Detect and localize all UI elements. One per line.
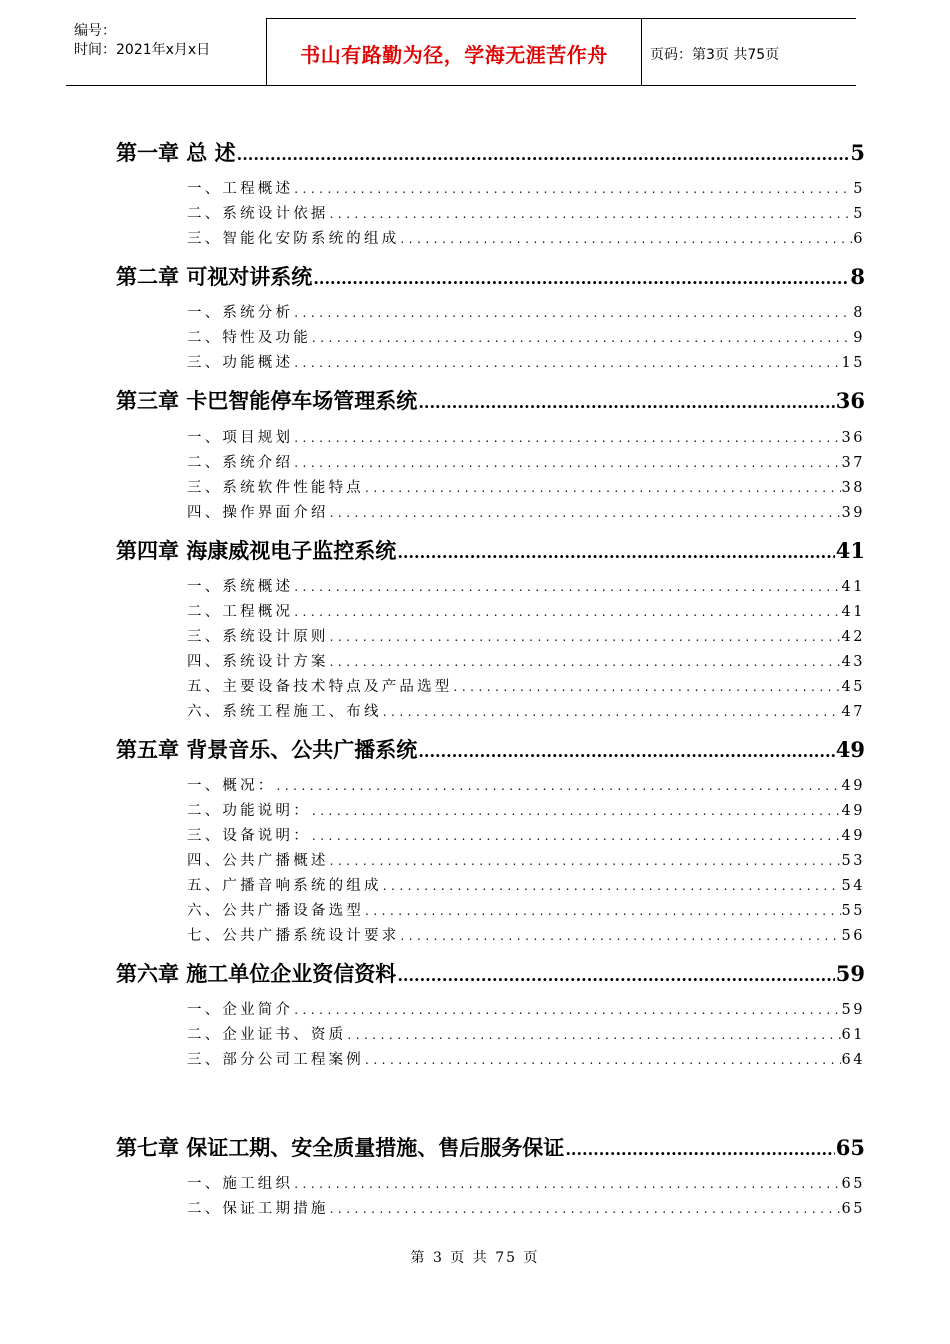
toc-entry-label: 第一章 总 述 (116, 140, 236, 165)
toc-entry-page: 41 (841, 579, 865, 595)
toc-entry-page: 5 (853, 181, 865, 197)
toc-section-entry[interactable] (187, 451, 865, 472)
toc-section-entry[interactable] (187, 202, 865, 223)
toc-entry-label: 一、企业简介 (187, 1002, 294, 1018)
toc-entry-page: 9 (853, 330, 865, 346)
toc-dot-leader (400, 232, 852, 246)
toc-entry-page: 36 (841, 430, 865, 446)
toc-entry-label: 一、概况： (187, 778, 276, 794)
toc-entry-page: 37 (841, 455, 865, 471)
toc-entry-label: 二、工程概况 (187, 604, 294, 620)
toc-dot-leader (294, 1177, 840, 1191)
toc-dot-leader (365, 1053, 841, 1067)
toc-section-entry[interactable] (187, 1197, 865, 1218)
toc-dot-leader (330, 506, 841, 520)
toc-section-entry[interactable] (187, 625, 865, 646)
toc-section-entry[interactable] (187, 326, 865, 347)
toc-entry-page: 42 (841, 629, 865, 645)
toc-section-entry[interactable] (187, 799, 865, 820)
toc-entry-label: 二、企业证书、资质 (187, 1027, 347, 1043)
toc-dot-leader (330, 1202, 841, 1216)
toc-entry-label: 三、智能化安防系统的组成 (187, 231, 400, 247)
toc-dot-leader (294, 605, 840, 619)
toc-entry-page: 53 (841, 853, 865, 869)
toc-section-entry[interactable] (187, 874, 865, 895)
toc-entry-page: 49 (841, 778, 865, 794)
toc-dot-leader (397, 966, 834, 985)
header-time-label: 时间：2021年x月x日 (74, 42, 211, 58)
toc-section-entry[interactable] (187, 849, 865, 870)
toc-section-entry[interactable] (187, 351, 865, 372)
toc-entry-page: 15 (841, 355, 865, 371)
toc-entry-page: 8 (850, 264, 865, 289)
toc-dot-leader (313, 269, 849, 288)
toc-entry-label: 第五章 背景音乐、公共广播系统 (116, 737, 418, 762)
toc-section-entry[interactable] (187, 1172, 865, 1193)
toc-dot-leader (277, 779, 841, 793)
toc-entry-label: 六、公共广播设备选型 (187, 903, 364, 919)
toc-chapter-entry[interactable] (116, 137, 865, 167)
toc-dot-leader (565, 1140, 834, 1159)
toc-dot-leader (330, 630, 841, 644)
toc-dot-leader (294, 356, 840, 370)
toc-entry-page: 5 (853, 206, 865, 222)
toc-dot-leader (383, 879, 841, 893)
page-footer: 第 3 页 共 75 页 (410, 1250, 540, 1266)
toc-entry-page: 64 (841, 1052, 865, 1068)
toc-chapter-entry[interactable] (116, 261, 865, 291)
toc-dot-leader (237, 145, 850, 164)
toc-entry-label: 二、特性及功能 (187, 330, 311, 346)
toc-entry-page: 56 (841, 928, 865, 944)
toc-dot-leader (365, 904, 841, 918)
toc-entry-label: 四、公共广播概述 (187, 853, 329, 869)
toc-dot-leader (418, 742, 834, 761)
toc-section-entry[interactable] (187, 924, 865, 945)
toc-entry-page: 43 (841, 654, 865, 670)
toc-dot-leader (347, 1028, 840, 1042)
toc-section-entry[interactable] (187, 1023, 865, 1044)
toc-dot-leader (330, 854, 841, 868)
toc-dot-leader (312, 804, 841, 818)
toc-section-entry[interactable] (187, 575, 865, 596)
toc-section-entry[interactable] (187, 476, 865, 497)
toc-entry-label: 三、系统软件性能特点 (187, 480, 364, 496)
toc-dot-leader (397, 543, 834, 562)
header-number-label: 编号： (74, 23, 116, 39)
toc-entry-label: 第七章 保证工期、安全质量措施、售后服务保证 (116, 1135, 565, 1160)
toc-entry-page: 49 (841, 828, 865, 844)
toc-entry-label: 第二章 可视对讲系统 (116, 264, 313, 289)
toc-entry-page: 8 (853, 305, 865, 321)
toc-entry-page: 49 (835, 737, 865, 762)
toc-dot-leader (418, 393, 834, 412)
header-top-rule (266, 18, 856, 19)
toc-dot-leader (294, 182, 852, 196)
toc-entry-page: 45 (841, 679, 865, 695)
toc-entry-page: 41 (835, 538, 865, 563)
toc-chapter-entry[interactable] (116, 1132, 865, 1162)
toc-entry-page: 54 (841, 878, 865, 894)
toc-entry-label: 一、施工组织 (187, 1176, 294, 1192)
toc-entry-page: 39 (841, 505, 865, 521)
toc-entry-label: 三、功能概述 (187, 355, 294, 371)
toc-dot-leader (365, 481, 841, 495)
toc-dot-leader (454, 680, 841, 694)
toc-entry-page: 47 (841, 704, 865, 720)
toc-entry-page: 5 (850, 140, 865, 165)
header-divider-left (266, 18, 267, 86)
header-meta (74, 22, 210, 60)
toc-section-entry[interactable] (187, 426, 865, 447)
toc-entry-label: 四、操作界面介绍 (187, 505, 329, 521)
toc-entry-page: 6 (853, 231, 865, 247)
toc-dot-leader (383, 705, 841, 719)
toc-entry-label: 第三章 卡巴智能停车场管理系统 (116, 388, 418, 413)
toc-section-entry[interactable] (187, 675, 865, 696)
toc-entry-label: 一、工程概述 (187, 181, 294, 197)
toc-dot-leader (312, 829, 841, 843)
toc-section-entry[interactable] (187, 600, 865, 621)
toc-chapter-entry[interactable] (116, 958, 865, 988)
toc-dot-leader (330, 655, 841, 669)
toc-entry-label: 二、功能说明： (187, 803, 311, 819)
toc-entry-label: 一、系统概述 (187, 579, 294, 595)
toc-entry-page: 65 (841, 1201, 865, 1217)
toc-entry-label: 二、系统设计依据 (187, 206, 329, 222)
toc-entry-page: 41 (841, 604, 865, 620)
toc-entry-label: 二、系统介绍 (187, 455, 294, 471)
toc-chapter-entry[interactable] (116, 385, 865, 415)
toc-entry-page: 55 (841, 903, 865, 919)
toc-dot-leader (294, 1003, 840, 1017)
header-divider-right (641, 18, 642, 86)
toc-chapter-entry[interactable] (116, 535, 865, 565)
toc-section-entry[interactable] (187, 177, 865, 198)
toc-entry-label: 一、项目规划 (187, 430, 294, 446)
toc-dot-leader (400, 929, 840, 943)
toc-entry-label: 七、公共广播系统设计要求 (187, 928, 400, 944)
toc-dot-leader (294, 456, 840, 470)
toc-entry-page: 61 (841, 1027, 865, 1043)
toc-section-entry[interactable] (187, 774, 865, 795)
toc-entry-page: 49 (841, 803, 865, 819)
toc-entry-label: 二、保证工期措施 (187, 1201, 329, 1217)
toc-entry-page: 65 (835, 1135, 865, 1160)
toc-entry-page: 59 (835, 961, 865, 986)
toc-chapter-entry[interactable] (116, 734, 865, 764)
toc-entry-label: 三、设备说明： (187, 828, 311, 844)
toc-section-entry[interactable] (187, 824, 865, 845)
toc-entry-label: 四、系统设计方案 (187, 654, 329, 670)
toc-section-entry[interactable] (187, 899, 865, 920)
toc-entry-label: 六、系统工程施工、布线 (187, 704, 382, 720)
toc-entry-label: 第六章 施工单位企业资信资料 (116, 961, 397, 986)
toc-section-entry[interactable] (187, 501, 865, 522)
toc-entry-page: 38 (841, 480, 865, 496)
page-header (66, 18, 856, 86)
toc-section-entry[interactable] (187, 700, 865, 721)
header-bottom-rule (66, 85, 856, 86)
toc-section-entry[interactable] (187, 301, 865, 322)
toc-section-entry[interactable] (187, 998, 865, 1019)
toc-entry-label: 三、部分公司工程案例 (187, 1052, 364, 1068)
toc-entry-label: 三、系统设计原则 (187, 629, 329, 645)
toc-entry-label: 五、广播音响系统的组成 (187, 878, 382, 894)
toc-section-entry[interactable] (187, 650, 865, 671)
toc-entry-page: 36 (835, 388, 865, 413)
toc-section-entry[interactable] (187, 1048, 865, 1069)
toc-dot-leader (330, 207, 853, 221)
toc-entry-label: 一、系统分析 (187, 305, 294, 321)
toc-entry-label: 五、主要设备技术特点及产品选型 (187, 679, 453, 695)
toc-dot-leader (294, 431, 840, 445)
toc-entry-label: 第四章 海康威视电子监控系统 (116, 538, 397, 563)
header-page-info: 页码：第3页 共75页 (650, 47, 780, 63)
toc-dot-leader (312, 331, 852, 345)
toc-dot-leader (294, 306, 852, 320)
toc-entry-page: 59 (841, 1002, 865, 1018)
toc-dot-leader (294, 580, 840, 594)
toc-entry-page: 65 (841, 1176, 865, 1192)
header-motto: 书山有路勤为径，学海无涯苦作舟 (300, 43, 608, 67)
toc-section-entry[interactable] (187, 227, 865, 248)
